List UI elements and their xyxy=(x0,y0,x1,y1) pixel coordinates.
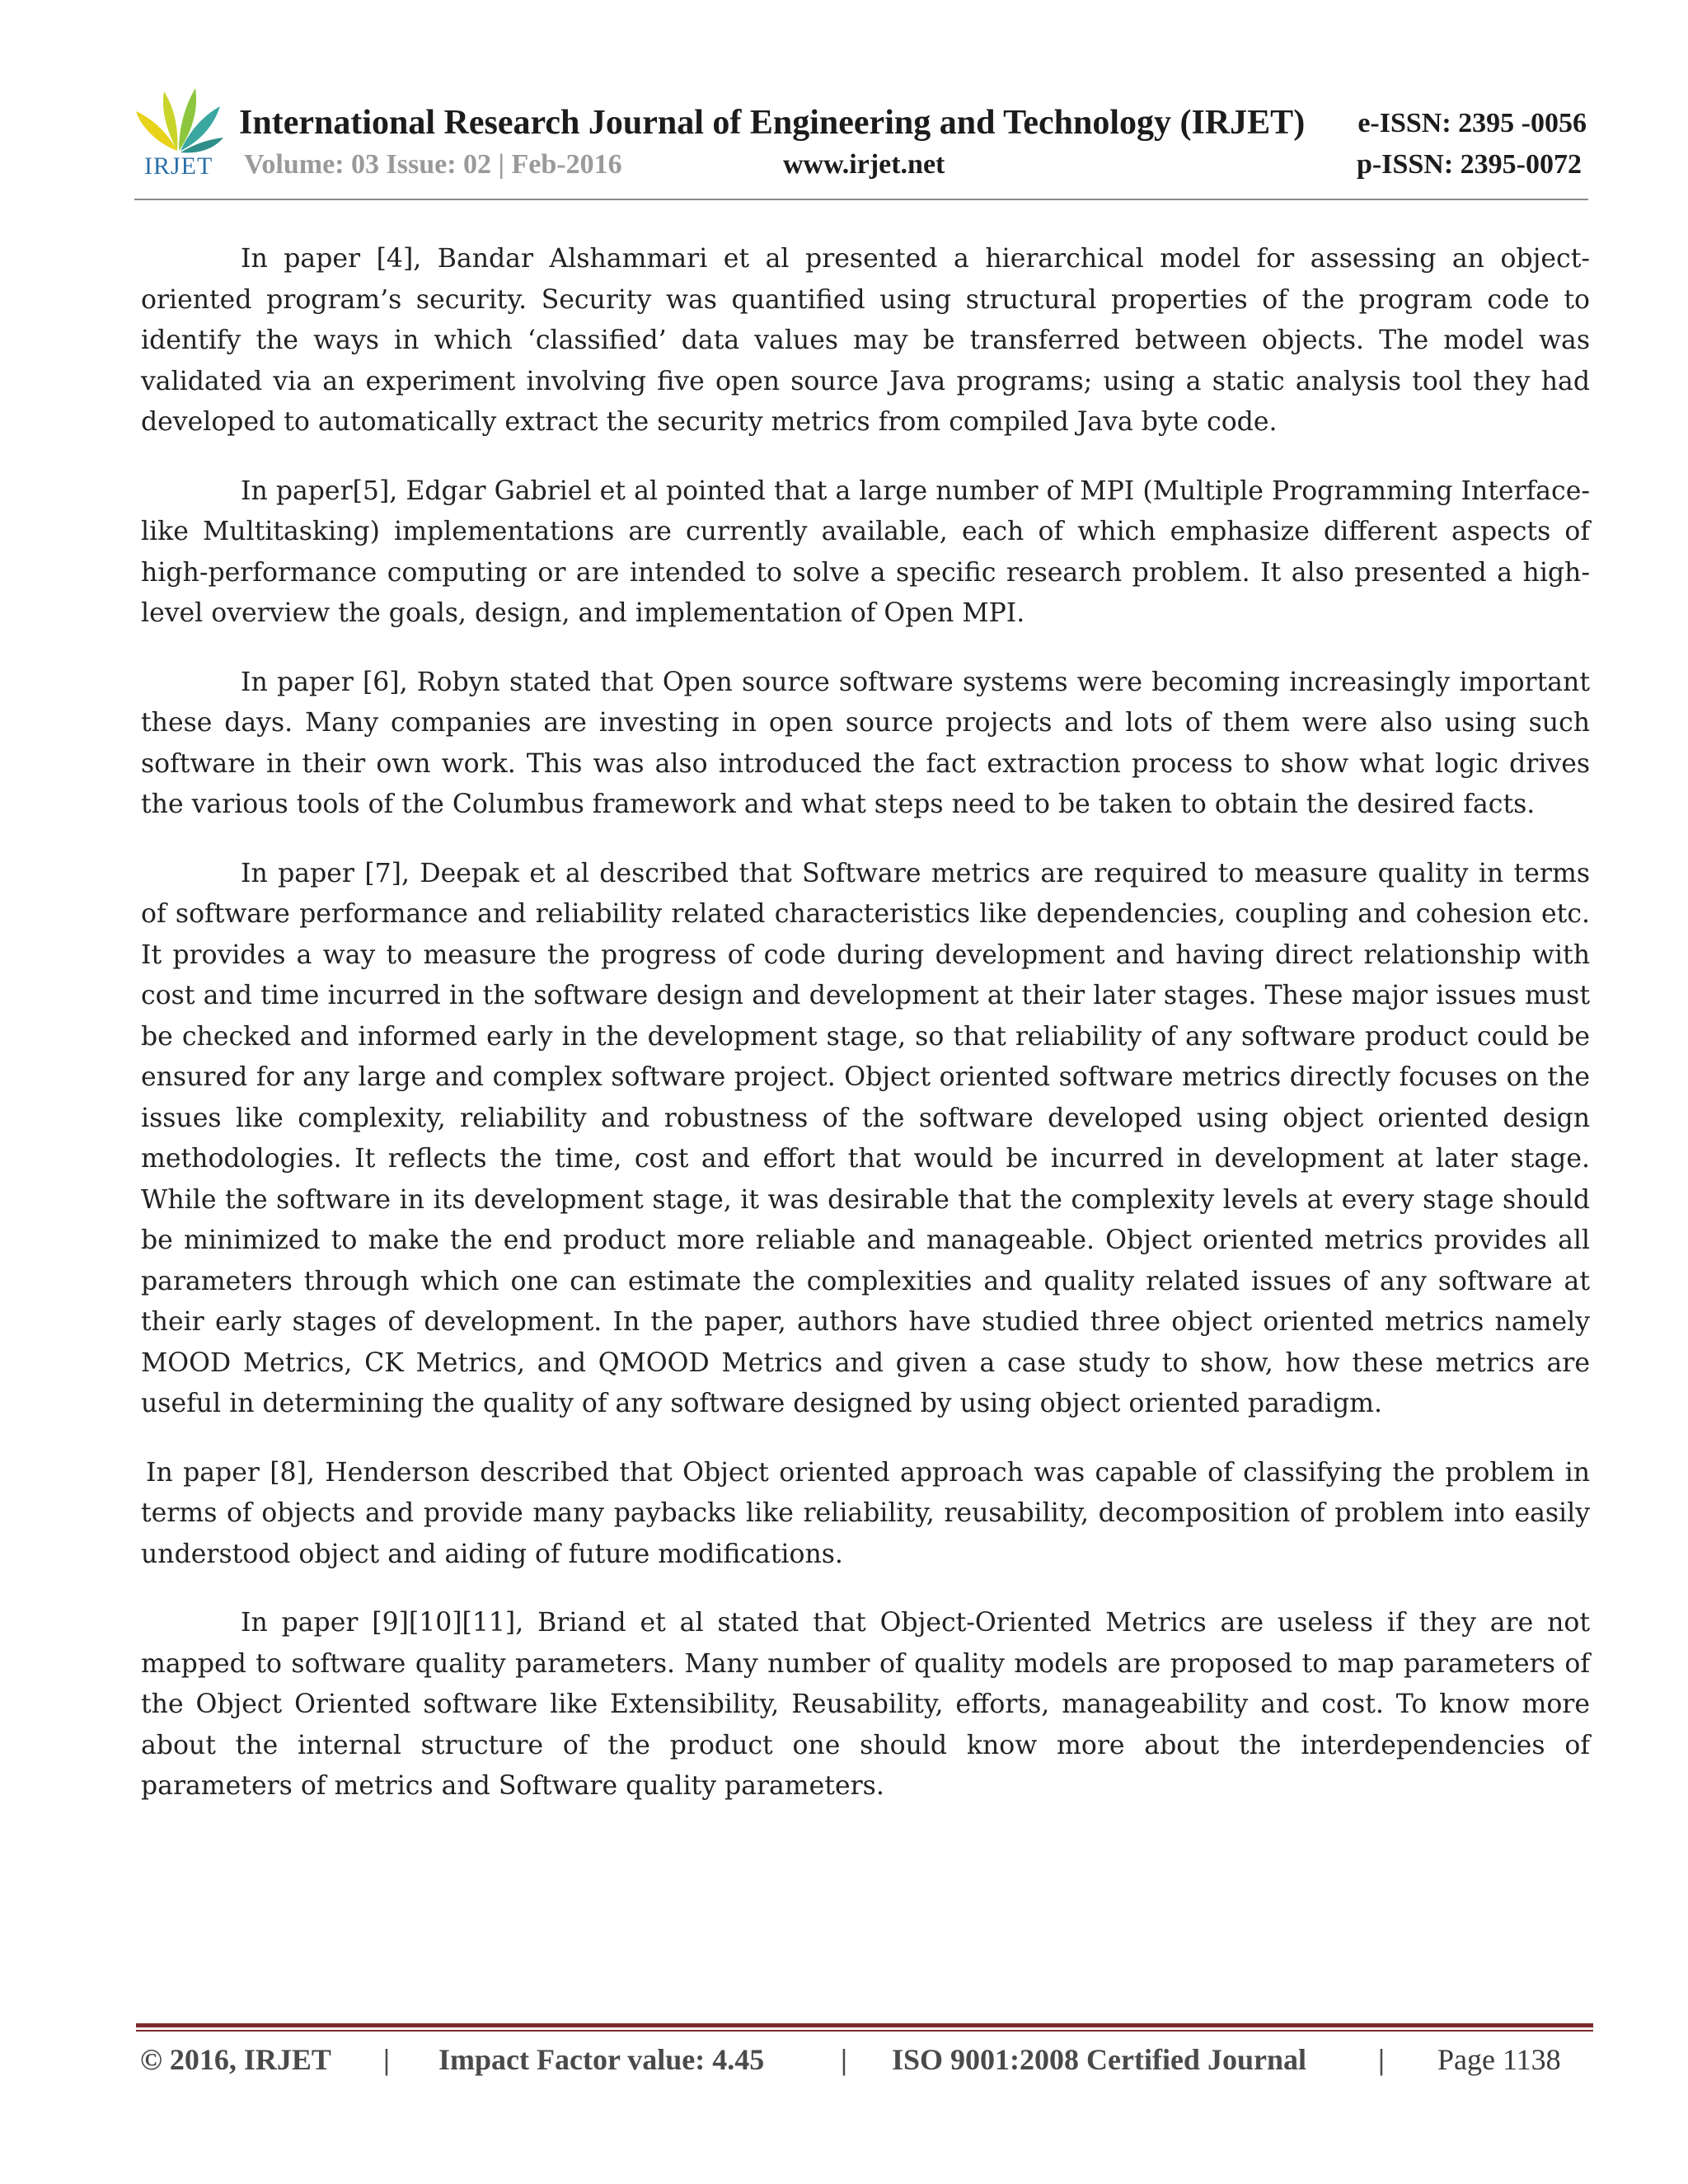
footer-impact-factor: Impact Factor value: 4.45 xyxy=(438,2043,765,2076)
footer-divider-thin xyxy=(136,2030,1593,2032)
paragraph-paper-5: In paper[5], Edgar Gabriel et al pointed that a large number of MPI (Multiple Programming Interface-like Multitasking) implementations are currently available, each of which emphasize different aspects of high-performance computing or are intended to solve a specific research problem. It also presented a high-level overview the goals, design, and implementation of Open MPI. xyxy=(141,476,1590,628)
journal-title: International Research Journal of Engineering and Technology (IRJET) xyxy=(239,104,1306,142)
footer-separator: | xyxy=(841,2043,847,2076)
irjet-logo xyxy=(134,87,225,184)
article-body xyxy=(141,239,1590,1835)
header-divider xyxy=(134,199,1588,200)
volume-issue: Volume: 03 Issue: 02 | Feb-2016 xyxy=(244,149,622,180)
pissn: p-ISSN: 2395-0072 xyxy=(1357,149,1582,180)
footer-separator: | xyxy=(383,2043,390,2076)
footer-copyright: © 2016, IRJET xyxy=(140,2043,331,2076)
paragraph-paper-9-10-11: In paper [9][10][11], Briand et al stated that Object-Oriented Metrics are useless if they are not mapped to software quality parameters. Many number of quality models are proposed to map parameters of the Object Oriented software like Extensibility, Reusability, efforts, manageability and cost. To know more about the internal structure of the product one should know more about the interdependencies of parameters of metrics and Software quality parameters. xyxy=(141,1608,1590,1801)
paragraph-paper-6: In paper [6], Robyn stated that Open source software systems were becoming increasingly important these days. Many companies are investing in open source projects and lots of them were also using such software in their own work. This was also introduced the fact extraction process to show what logic drives the various tools of the Columbus framework and what steps need to be taken to obtain the desired facts. xyxy=(141,667,1590,819)
logo-text: IRJET xyxy=(144,152,213,180)
eissn: e-ISSN: 2395 -0056 xyxy=(1357,108,1587,138)
footer-separator: | xyxy=(1378,2043,1385,2076)
paragraph-paper-8: In paper [8], Henderson described that Object oriented approach was capable of classifying the problem in terms of objects and provide many paybacks like reliability, reusability, decomposition of problem into easily understood object and aiding of future modifications. xyxy=(141,1457,1590,1569)
page-number: Page 1138 xyxy=(1437,2043,1561,2076)
page-footer xyxy=(140,2042,1574,2083)
footer-iso-certification: ISO 9001:2008 Certified Journal xyxy=(892,2043,1306,2076)
footer-divider-thick xyxy=(136,2023,1593,2027)
page-header xyxy=(134,87,1587,199)
journal-website-link[interactable]: www.irjet.net xyxy=(783,149,945,180)
paragraph-paper-7: In paper [7], Deepak et al described that Software metrics are required to measure quality in terms of software performance and reliability related characteristics like dependencies, coupling and cohesion etc. It provides a way to measure the progress of code during development and having direct relationship with cost and time incurred in the software design and development at their later stages. These major issues must be checked and informed early in the development stage, so that reliability of any software product could be ensured for any large and complex software project. Object oriented software metrics directly focuses on the issues like complexity, reliability and robustness of the software developed using object oriented design methodologies. It reflects the time, cost and effort that would be incurred in development at later stage. While the software in its development stage, it was desirable that the complexity levels at every stage should be minimized to make the end product more reliable and manageable. Object oriented metrics provides all parameters through which one can estimate the complexities and quality related issues of any software at their early stages of development. In the paper, authors have studied three object oriented metrics namely MOOD Metrics, CK Metrics, and QMOOD Metrics and given a case study to show, how these metrics are useful in determining the quality of any software designed by using object oriented paradigm. xyxy=(141,858,1590,1418)
paragraph-paper-4: In paper [4], Bandar Alshammari et al presented a hierarchical model for assessing an object-oriented program’s security. Security was quantified using structural properties of the program code to identify the ways in which ‘classified’ data values may be transferred between objects. The model was validated via an experiment involving five open source Java programs; using a static analysis tool they had developed to automatically extract the security metrics from compiled Java byte code. xyxy=(141,244,1590,437)
leaf-logo-icon xyxy=(134,87,225,161)
